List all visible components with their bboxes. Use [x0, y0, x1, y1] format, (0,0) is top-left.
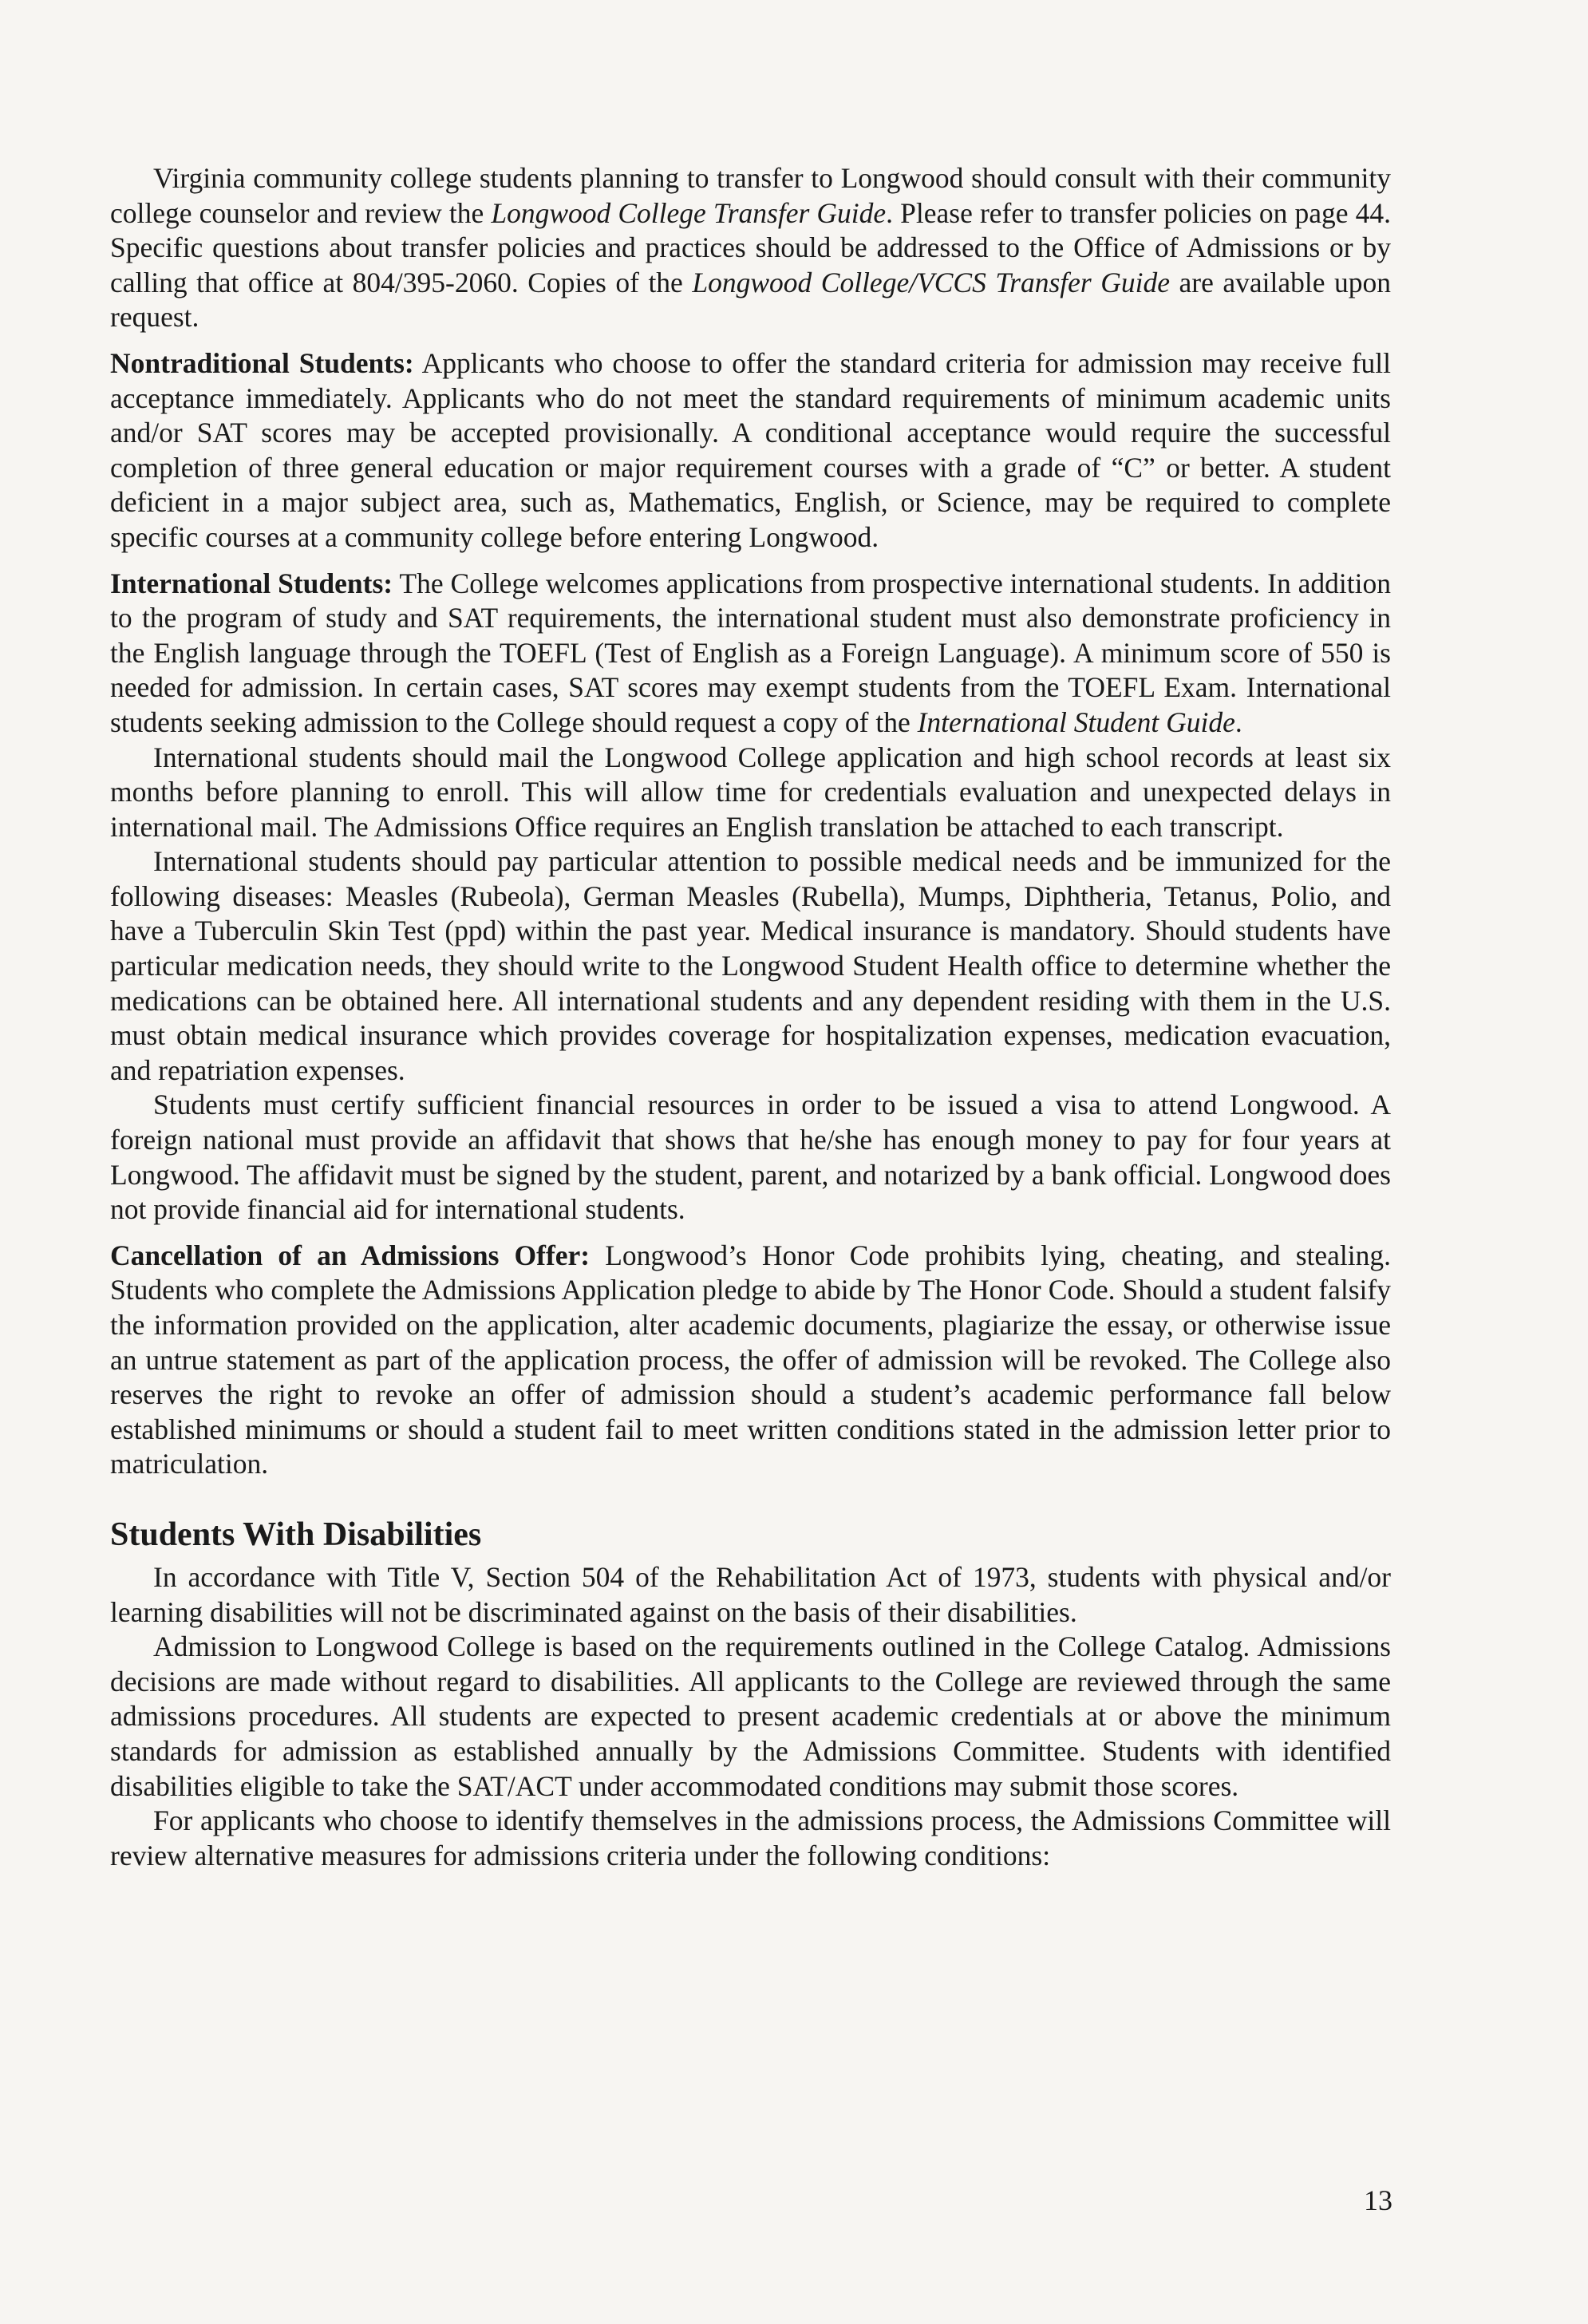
nontraditional-text: Applicants who choose to offer the standard criteria for admission may receive full acceptance immediately. Applicants who do not meet the standard requirements of minimum academic units and/or SAT scores may be accepted provisionally. A conditional acceptance would require the successful completion of three general education or major requirement courses with a grade of “C” or better. A student deficient in a major subject area, such as, Mathematics, English, or Science, may be required to complete specific courses at a community college before entering Longwood.: [110, 346, 1391, 553]
international-paragraph: [110, 567, 1391, 741]
international-guide-title: International Student Guide: [917, 706, 1235, 738]
transfer-paragraph: [110, 161, 1391, 335]
vccs-guide-title: Longwood College/VCCS Transfer Guide: [692, 266, 1170, 298]
transfer-text-1: Virginia community college students planning to transfer to Longwood should consult with their community college counselor and review the: [110, 162, 1391, 229]
transfer-text-3: are available upon request.: [110, 266, 1392, 334]
international-financial-paragraph: Students must certify sufficient financial resources in order to be issued a visa to attend Longwood. A foreign national must provide an affidavit that shows that he/she has enough money to pay for four years at Longwood. The affidavit must be signed by the student, parent, and notarized by a bank official. Longwood does not provide financial aid for international students.: [110, 1089, 1391, 1226]
cancellation-text: Longwood’s Honor Code prohibits lying, cheating, and stealing. Students who complete the Admissions Application pledge to abide by The Honor Code. Should a student falsify the information provided on the application, alter academic documents, plagiarize the essay, or otherwise issue an untrue statement as part of the application process, the offer of admission will be revoked. The College also reserves the right to revoke an offer of admission should a student’s academic performance fall below established minimums or should a student fail to meet written conditions stated in the admission letter prior to matriculation.: [110, 1239, 1391, 1480]
disabilities-paragraph-2: Admission to Longwood College is based on the requirements outlined in the College Catalog. Admissions decisions are made without regard to disabilities. All applicants to the College are reviewed through the same admissions procedures. All students are expected to present academic credentials at or above the minimum standards for admission as established annually by the Admissions Committee. Students with identified disabilities eligible to take the SAT/ACT under accommodated conditions may submit those scores.: [110, 1630, 1391, 1802]
transfer-text-2: . Please refer to transfer policies on page 44. Specific questions about transfer policies and practices should be addressed to the Office of Admissions or by calling that office at 804/395-2060. Copies of the: [110, 196, 1391, 298]
disabilities-section-heading: Students With Disabilities: [110, 1516, 482, 1553]
disabilities-paragraph-3: For applicants who choose to identify themselves in the admissions process, the Admissions Committee will review alternative measures for admissions criteria under the following conditions:: [110, 1804, 1391, 1871]
international-mail-paragraph: International students should mail the Longwood College application and high school records at least six months before planning to enroll. This will allow time for credentials evaluation and unexpected delays in international mail. The Admissions Office requires an English translation be attached to each transcript.: [110, 741, 1391, 843]
international-text-end: .: [1234, 706, 1242, 738]
international-medical-paragraph: International students should pay particular attention to possible medical needs and be immunized for the following diseases: Measles (Rubeola), German Measles (Rubella), Mumps, Diphtheria, Tetanus, Polio, and have a Tuberculin Skin Test (ppd) within the past year. Medical insurance is mandatory. Should students have particular medication needs, they should write to the Longwood Student Health office to determine whether the medications can be obtained here. All international students and any dependent residing with them in the U.S. must obtain medical insurance which provides coverage for hospitalization expenses, medication evacuation, and repatriation expenses.: [110, 845, 1391, 1086]
page-number: 13: [1364, 2184, 1392, 2216]
nontraditional-paragraph: [110, 346, 1391, 555]
transfer-guide-title: Longwood College Transfer Guide: [491, 196, 887, 229]
disabilities-paragraph-1: In accordance with Title V, Section 504 of the Rehabilitation Act of 1973, students with physical and/or learning disabilities will not be discriminated against on the basis of their disabilities.: [110, 1560, 1391, 1628]
international-heading: International Students:: [110, 567, 393, 599]
document-page: [110, 161, 1391, 1873]
cancellation-paragraph: [110, 1239, 1391, 1482]
nontraditional-heading: Nontraditional Students:: [110, 346, 414, 379]
international-text: The College welcomes applications from prospective international students. In addition to the program of study and SAT requirements, the international student must also demonstrate proficiency in the English language through the TOEFL (Test of English as a Foreign Language). A minimum score of 550 is needed for admission. In certain cases, SAT scores may exempt students from the TOEFL Exam. International students seeking admission to the College should request a copy of the: [110, 567, 1391, 738]
cancellation-heading: Cancellation of an Admissions Offer:: [110, 1239, 591, 1271]
